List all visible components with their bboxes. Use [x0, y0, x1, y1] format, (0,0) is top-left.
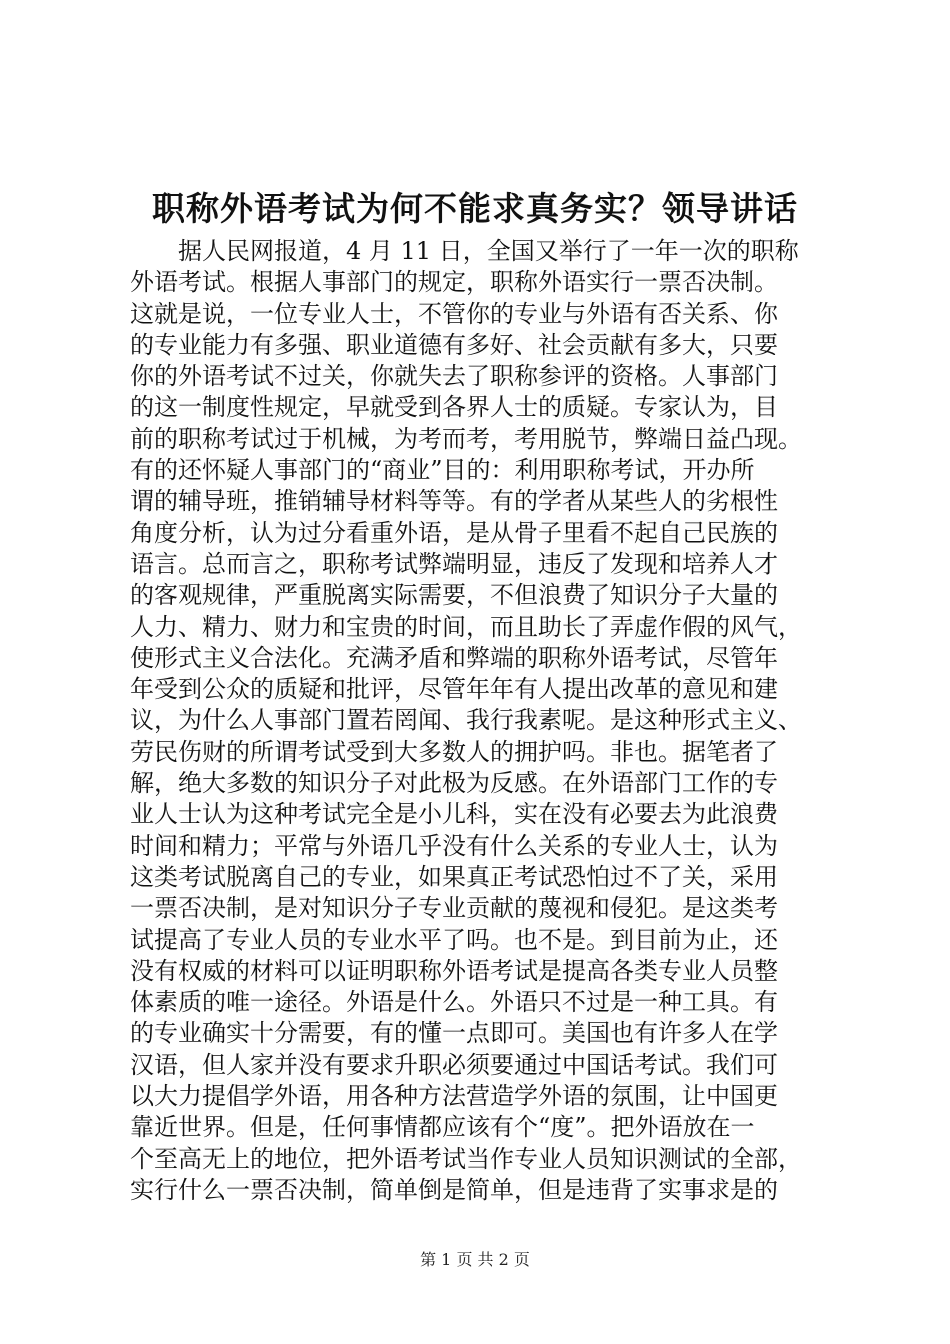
body-line: 你的外语考试不过关，你就失去了职称参评的资格。人事部门 — [130, 362, 778, 391]
body-line: 的专业能力有多强、职业道德有多好、社会贡献有多大，只要 — [130, 330, 778, 359]
body-line: 汉语，但人家并没有要求升职必须要通过中国话考试。我们可 — [130, 1050, 778, 1079]
body-line: 靠近世界。但是，任何事情都应该有个“度”。把外语放在一 — [130, 1113, 755, 1142]
body-line: 外语考试。根据人事部门的规定，职称外语实行一票否决制。 — [130, 268, 778, 297]
body-line: 人力、精力、财力和宝贵的时间，而且助长了弄虚作假的风气， — [130, 612, 802, 641]
body-line: 业人士认为这种考试完全是小儿科，实在没有必要去为此浪费 — [130, 800, 778, 829]
document-body — [130, 236, 830, 1206]
body-line: 据人民网报道，4 月 11 日，全国又举行了一年一次的职称 — [178, 237, 799, 265]
body-line: 语言。总而言之，职称考试弊端明显，违反了发现和培养人才 — [130, 549, 778, 578]
body-line: 这就是说，一位专业人士，不管你的专业与外语有否关系、你 — [130, 299, 778, 328]
body-line: 时间和精力；平常与外语几乎没有什么关系的专业人士，认为 — [130, 831, 778, 860]
body-line: 体素质的唯一途径。外语是什么。外语只不过是一种工具。有 — [130, 988, 778, 1017]
body-line: 议，为什么人事部门置若罔闻、我行我素呢。是这种形式主义、 — [130, 706, 802, 735]
body-line: 年受到公众的质疑和批评，尽管年年有人提出改革的意见和建 — [130, 675, 778, 704]
body-line: 个至高无上的地位，把外语考试当作专业人员知识测试的全部， — [130, 1144, 802, 1173]
body-line: 解，绝大多数的知识分子对此极为反感。在外语部门工作的专 — [130, 769, 778, 798]
body-line: 的客观规律，严重脱离实际需要，不但浪费了知识分子大量的 — [130, 581, 778, 610]
document-title: 职称外语考试为何不能求真务实？领导讲话 — [152, 189, 798, 228]
body-line: 的专业确实十分需要，有的懂一点即可。美国也有许多人在学 — [130, 1019, 778, 1048]
body-line: 角度分析，认为过分看重外语，是从骨子里看不起自己民族的 — [130, 518, 778, 547]
body-line: 劳民伤财的所谓考试受到大多数人的拥护吗。非也。据笔者了 — [130, 737, 778, 766]
body-line: 这类考试脱离自己的专业，如果真正考试恐怕过不了关，采用 — [130, 862, 778, 891]
body-line: 一票否决制，是对知识分子专业贡献的蔑视和侵犯。是这类考 — [130, 894, 778, 923]
body-line: 谓的辅导班，推销辅导材料等等。有的学者从某些人的劣根性 — [130, 487, 778, 516]
body-line: 实行什么一票否决制，简单倒是简单，但是违背了实事求是的 — [130, 1175, 778, 1204]
body-line: 以大力提倡学外语，用各种方法营造学外语的氛围，让中国更 — [130, 1082, 778, 1111]
body-line: 有的还怀疑人事部门的“商业”目的：利用职称考试，开办所 — [130, 456, 755, 485]
body-line: 使形式主义合法化。充满矛盾和弊端的职称外语考试，尽管年 — [130, 643, 778, 672]
body-line: 的这一制度性规定，早就受到各界人士的质疑。专家认为，目 — [130, 393, 778, 422]
body-line: 前的职称考试过于机械，为考而考，考用脱节，弊端日益凸现。 — [130, 424, 802, 453]
body-line: 没有权威的材料可以证明职称外语考试是提高各类专业人员整 — [130, 956, 778, 985]
body-line: 试提高了专业人员的专业水平了吗。也不是。到目前为止，还 — [130, 925, 778, 954]
page-number-footer: 第 1 页 共 2 页 — [420, 1250, 530, 1269]
